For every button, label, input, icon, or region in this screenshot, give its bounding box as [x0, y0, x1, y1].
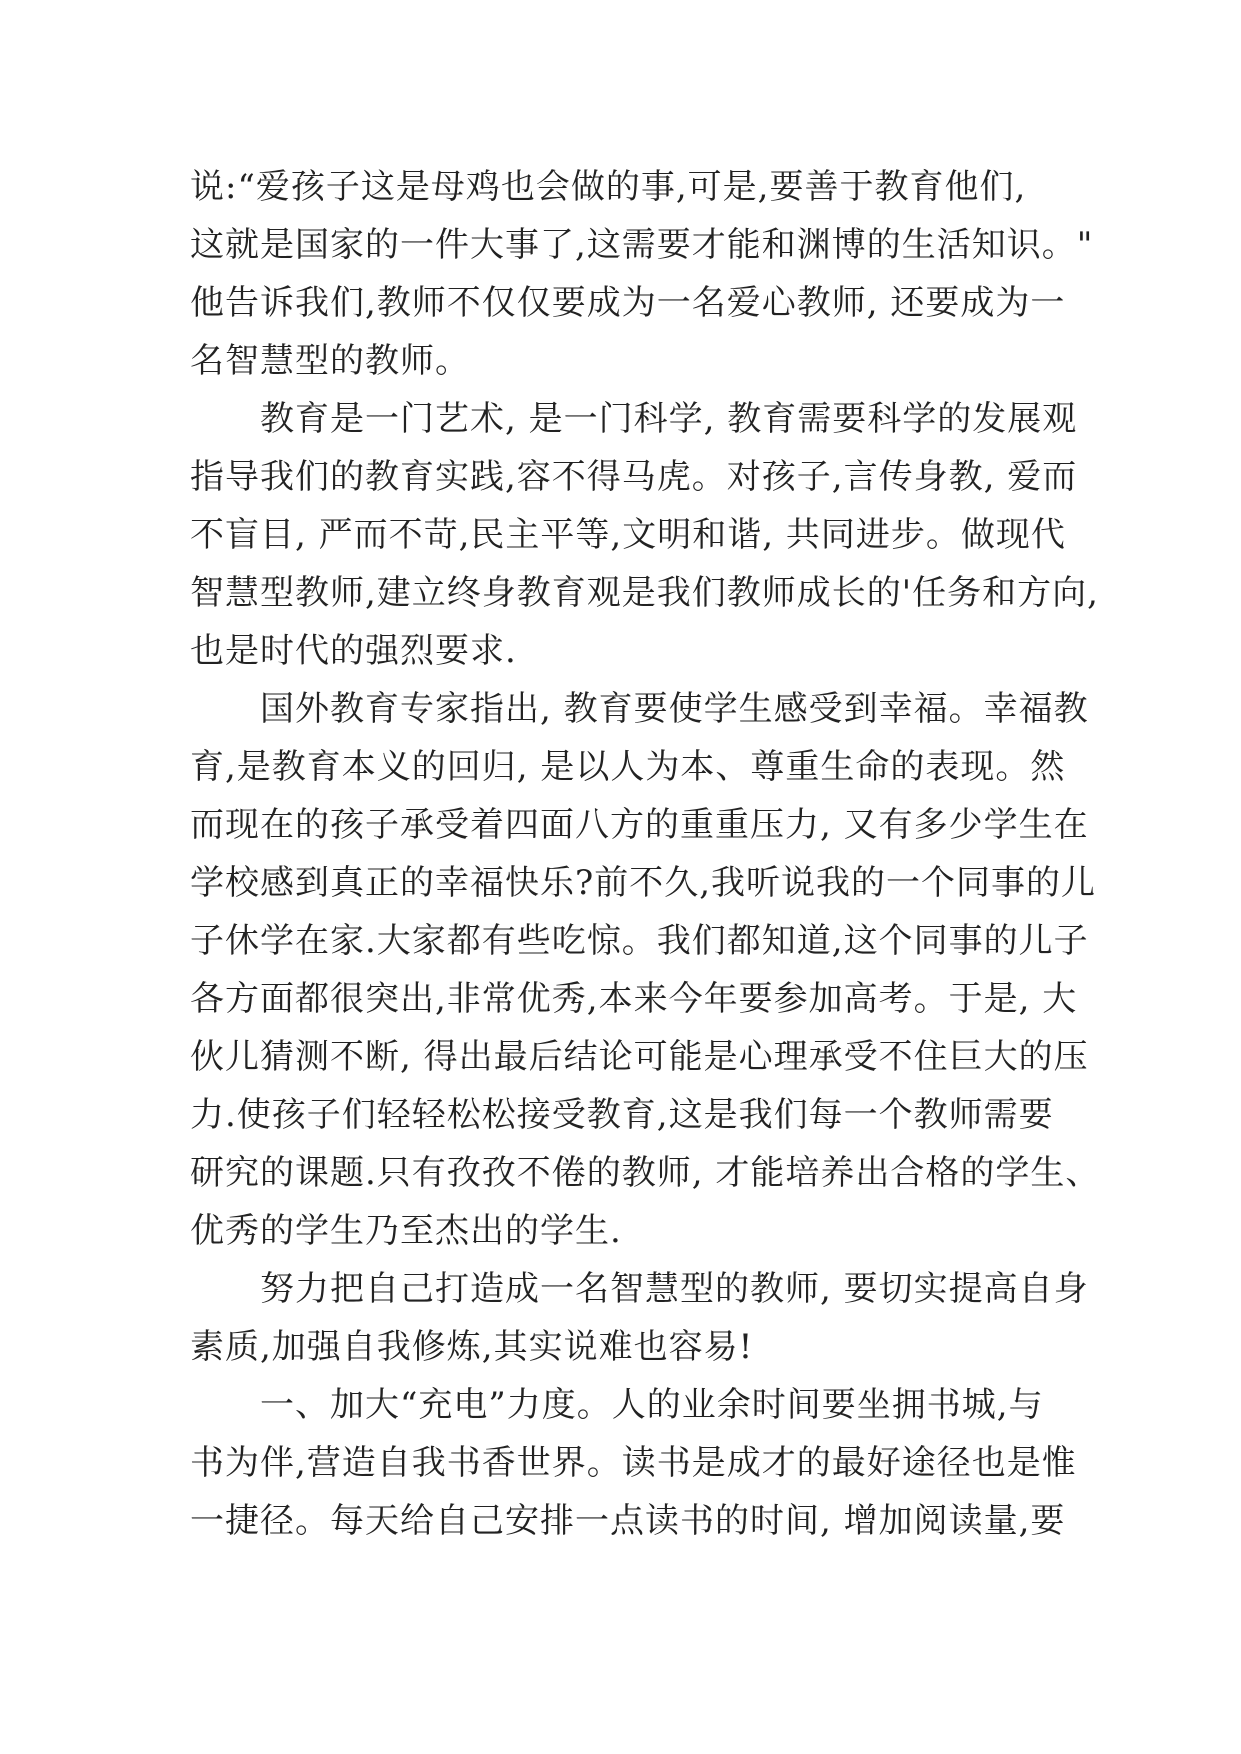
text-line: 国外教育专家指出, 教育要使学生感受到幸福。幸福教 — [190, 689, 1089, 729]
text-line: 也是时代的强烈要求. — [190, 631, 517, 671]
text-line: 努力把自己打造成一名智慧型的教师, 要切实提高自身 — [190, 1269, 1089, 1309]
text-line: 各方面都很突出,非常优秀,本来今年要参加高考。于是, 大 — [190, 979, 1078, 1019]
text-line: 说:“爱孩子这是母鸡也会做的事,可是,要善于教育他们, — [190, 167, 1027, 207]
text-line: 指导我们的教育实践,容不得马虎。对孩子,言传身教, 爱而 — [190, 457, 1078, 497]
text-line: 子休学在家.大家都有些吃惊。我们都知道,这个同事的儿子 — [190, 921, 1089, 961]
body-text — [190, 158, 1101, 1550]
text-line: 一捷径。每天给自己安排一点读书的时间, 增加阅读量,要 — [190, 1501, 1066, 1541]
text-line: 书为伴,营造自我书香世界。读书是成才的最好途径也是惟 — [190, 1443, 1077, 1483]
text-line: 优秀的学生乃至杰出的学生. — [190, 1211, 622, 1251]
text-line: 不盲目, 严而不苛,民主平等,文明和谐, 共同进步。做现代 — [190, 515, 1066, 555]
text-line: 智慧型教师,建立终身教育观是我们教师成长的'任务和方向, — [190, 573, 1099, 613]
text-line: 而现在的孩子承受着四面八方的重重压力, 又有多少学生在 — [190, 805, 1089, 845]
text-line: 研究的课题.只有孜孜不倦的教师, 才能培养出合格的学生、 — [190, 1153, 1101, 1193]
text-line: 名智慧型的教师。 — [190, 341, 470, 381]
text-line: 素质,加强自我修炼,其实说难也容易! — [190, 1327, 754, 1367]
text-line: 一、加大“充电”力度。人的业余时间要坐拥书城,与 — [190, 1385, 1044, 1425]
text-line: 教育是一门艺术, 是一门科学, 教育需要科学的发展观 — [190, 399, 1078, 439]
text-line: 学校感到真正的幸福快乐?前不久,我听说我的一个同事的儿 — [190, 863, 1097, 903]
text-line: 这就是国家的一件大事了,这需要才能和渊博的生活知识。" — [190, 225, 1094, 265]
text-line: 力.使孩子们轻轻松松接受教育,这是我们每一个教师需要 — [190, 1095, 1054, 1135]
text-line: 他告诉我们,教师不仅仅要成为一名爱心教师, 还要成为一 — [190, 283, 1066, 323]
text-line: 伙儿猜测不断, 得出最后结论可能是心理承受不住巨大的压 — [190, 1037, 1089, 1077]
text-line: 育,是教育本义的回归, 是以人为本、尊重生命的表现。然 — [190, 747, 1066, 787]
